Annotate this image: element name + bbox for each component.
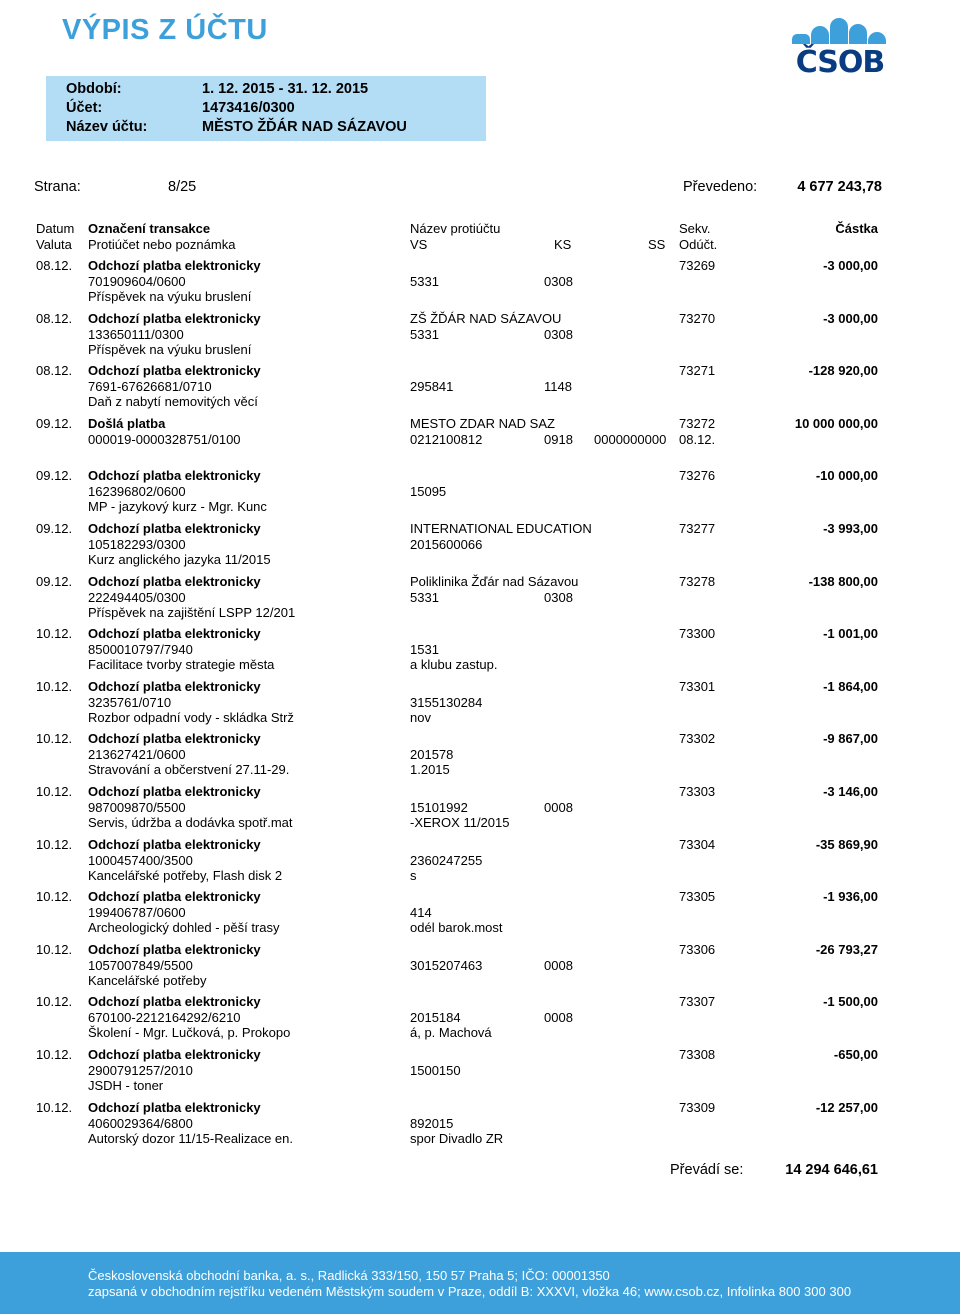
tx-sekv: 73276 — [679, 468, 716, 484]
account-value: 1473416/0300 — [202, 100, 295, 116]
tx-sekv: 73306 — [679, 941, 716, 957]
tx-sekv: 73307 — [679, 994, 716, 1010]
transaction-row — [0, 574, 960, 626]
tx-amount: -1 864,00 — [823, 678, 878, 694]
tx-type: Odchozí platba elektronicky — [88, 678, 261, 694]
tx-ss: 0000000000 — [594, 431, 667, 447]
col-valuta: Valuta — [36, 237, 72, 252]
tx-date: 10.12. — [36, 626, 73, 642]
footer — [0, 1252, 960, 1314]
tx-vs: 1531 — [410, 642, 439, 658]
tx-note: Příspěvek na zajištění LSPP 12/201 — [88, 604, 296, 620]
tx-date: 10.12. — [36, 889, 73, 905]
tx-amount: -9 867,00 — [823, 731, 878, 747]
tx-sekv: 73303 — [679, 784, 716, 799]
tx-vs: 3155130284 — [410, 694, 483, 710]
tx-ks: 0008 — [544, 1010, 573, 1026]
tx-type: Odchozí platba elektronicky — [88, 994, 261, 1010]
tx-note: JSDH - toner — [88, 1078, 164, 1093]
tx-type: Odchozí platba elektronicky — [88, 573, 261, 589]
tx-counterparty-name-cont: -XEROX 11/2015 — [410, 815, 510, 830]
col-nazev: Název protiúčtu — [410, 221, 501, 236]
tx-vs: 201578 — [410, 747, 454, 763]
tx-amount: -1 500,00 — [823, 994, 878, 1010]
tx-note: Rozbor odpadní vody - skládka Strž — [88, 709, 294, 725]
tx-vs: 2015184 — [410, 1010, 461, 1026]
transaction-row — [0, 311, 960, 363]
tx-vs: 15101992 — [410, 800, 468, 815]
tx-type: Odchozí platba elektronicky — [88, 1047, 261, 1062]
tx-date: 10.12. — [36, 836, 73, 852]
tx-account: 213627421/0600 — [88, 747, 186, 763]
transaction-row — [0, 837, 960, 889]
tx-type: Došlá platba — [88, 415, 166, 431]
tx-note: Daň z nabytí nemovitých věcí — [88, 394, 258, 410]
tx-vs: 3015207463 — [410, 957, 483, 973]
tx-sekv: 73300 — [679, 626, 716, 642]
tx-note: Kancelářské potřeby — [88, 972, 207, 988]
tx-vs: 5331 — [410, 326, 439, 342]
tx-counterparty-name-cont: á, p. Machová — [410, 1025, 492, 1041]
tx-sekv: 73269 — [679, 258, 716, 273]
tx-vs: 15095 — [410, 484, 447, 500]
transaction-row — [0, 942, 960, 994]
transaction-row — [0, 679, 960, 731]
page-number: 8/25 — [168, 179, 197, 195]
col-castka: Částka — [835, 221, 878, 236]
tx-account: 133650111/0300 — [88, 326, 184, 342]
carried-over-label: Převedeno: — [683, 179, 758, 195]
tx-amount: -3 146,00 — [823, 784, 878, 799]
tx-sekv: 73301 — [679, 678, 716, 694]
tx-amount: -3 993,00 — [823, 521, 878, 536]
tx-note: Kurz anglického jazyka 11/2015 — [88, 552, 271, 567]
tx-account: 199406787/0600 — [88, 905, 186, 921]
logo-text: ČSOB — [795, 45, 885, 80]
account-info-box — [46, 76, 486, 141]
tx-date: 10.12. — [36, 994, 73, 1010]
col-oznaceni: Označení transakce — [88, 221, 211, 236]
tx-type: Odchozí platba elektronicky — [88, 784, 261, 799]
tx-counterparty-name: INTERNATIONAL EDUCATION — [410, 521, 592, 536]
tx-date: 10.12. — [36, 731, 73, 747]
tx-date: 08.12. — [36, 363, 73, 379]
tx-ks: 0308 — [544, 326, 573, 342]
tx-account: 105182293/0300 — [88, 537, 186, 552]
tx-date: 10.12. — [36, 784, 73, 799]
tx-sekv: 73302 — [679, 731, 716, 747]
tx-type: Odchozí platba elektronicky — [88, 310, 261, 326]
tx-sekv: 73278 — [679, 573, 716, 589]
tx-type: Odchozí platba elektronicky — [88, 889, 261, 905]
tx-vs: 1500150 — [410, 1063, 461, 1078]
tx-counterparty-name: MESTO ZDAR NAD SAZ — [410, 415, 555, 431]
tx-amount: -10 000,00 — [815, 468, 878, 484]
transaction-row — [0, 258, 960, 310]
tx-counterparty-name-cont: nov — [410, 709, 431, 725]
tx-sekv: 73272 — [679, 415, 716, 431]
transaction-row — [0, 416, 960, 468]
tx-type: Odchozí platba elektronicky — [88, 258, 261, 273]
tx-note: Servis, údržba a dodávka spotř.mat — [88, 815, 293, 830]
tx-note: Stravování a občerstvení 27.11-29. — [88, 762, 290, 778]
tx-amount: -138 800,00 — [808, 573, 878, 589]
tx-counterparty-name-cont: a klubu zastup. — [410, 657, 498, 673]
tx-note: Facilitace tvorby strategie města — [88, 657, 275, 673]
tx-account: 8500010797/7940 — [88, 642, 193, 658]
statement-title: VÝPIS Z ÚČTU — [62, 14, 268, 46]
tx-note: Archeologický dohled - pěší trasy — [88, 920, 280, 936]
tx-note: Příspěvek na výuku bruslení — [88, 289, 252, 304]
tx-vs: 5331 — [410, 274, 439, 289]
transaction-row — [0, 363, 960, 415]
tx-amount: -3 000,00 — [823, 258, 878, 273]
transaction-row — [0, 994, 960, 1046]
tx-account: 1057007849/5500 — [88, 957, 193, 973]
tx-account: 2900791257/2010 — [88, 1063, 193, 1078]
col-vs: VS — [410, 237, 428, 252]
tx-account: 222494405/0300 — [88, 589, 186, 605]
transaction-row — [0, 889, 960, 941]
tx-sekv: 73308 — [679, 1047, 716, 1062]
tx-sekv: 73270 — [679, 310, 716, 326]
tx-date: 08.12. — [36, 310, 73, 326]
tx-note: MP - jazykový kurz - Mgr. Kunc — [88, 499, 267, 515]
tx-date: 10.12. — [36, 678, 73, 694]
tx-amount: -1 936,00 — [823, 889, 878, 905]
tx-date: 09.12. — [36, 415, 73, 431]
tx-ks: 1148 — [544, 379, 572, 395]
tx-date: 09.12. — [36, 468, 73, 484]
tx-date: 10.12. — [36, 941, 73, 957]
tx-amount: -128 920,00 — [808, 363, 878, 379]
tx-amount: -650,00 — [833, 1047, 878, 1062]
page-label: Strana: — [34, 179, 81, 195]
transaction-row — [0, 468, 960, 520]
logo-wave-icon — [792, 14, 888, 44]
tx-amount: -1 001,00 — [823, 626, 878, 642]
tx-counterparty-name: ZŠ ŽĎÁR NAD SÁZAVOU — [410, 310, 562, 326]
col-datum: Datum — [36, 221, 75, 236]
transaction-row — [0, 784, 960, 836]
account-name-value: MĚSTO ŽĎÁR NAD SÁZAVOU — [202, 119, 407, 135]
tx-account: 000019-0000328751/0100 — [88, 431, 241, 447]
tx-vs: 892015 — [410, 1115, 454, 1131]
tx-date: 10.12. — [36, 1099, 73, 1115]
tx-account: 1000457400/3500 — [88, 852, 193, 868]
tx-vs: 414 — [410, 905, 432, 921]
tx-sekv: 73305 — [679, 889, 716, 905]
account-label: Účet: — [66, 100, 103, 116]
tx-ks: 0918 — [544, 431, 573, 447]
period-value: 1. 12. 2015 - 31. 12. 2015 — [202, 81, 369, 97]
col-sekv: Sekv. — [679, 221, 711, 236]
tx-ks: 0008 — [544, 800, 573, 815]
tx-account: 3235761/0710 — [88, 694, 172, 710]
tx-vs: 0212100812 — [410, 431, 483, 447]
footer-line-2: zapsaná v obchodním rejstříku vedeném Městským soudem v Praze, oddíl B: XXXVI, vložka 46; www.csob.cz, Infolinka 800 300 300 — [88, 1284, 852, 1299]
transaction-row — [0, 731, 960, 783]
tx-counterparty-name-cont: 1.2015 — [410, 762, 450, 778]
col-ks: KS — [554, 237, 572, 252]
tx-oduct: 08.12. — [679, 431, 716, 447]
tx-amount: -35 869,90 — [815, 836, 878, 852]
tx-type: Odchozí platba elektronicky — [88, 1099, 261, 1115]
tx-amount: 10 000 000,00 — [794, 415, 878, 431]
tx-amount: -26 793,27 — [815, 941, 878, 957]
tx-type: Odchozí platba elektronicky — [88, 731, 261, 747]
tx-vs: 295841 — [410, 379, 454, 395]
tx-date: 09.12. — [36, 573, 73, 589]
tx-date: 10.12. — [36, 1047, 73, 1062]
tx-note: Školení - Mgr. Lučková, p. Prokopo — [88, 1025, 291, 1041]
tx-type: Odchozí platba elektronicky — [88, 468, 261, 484]
tx-ks: 0308 — [544, 589, 573, 605]
tx-vs: 2015600066 — [410, 537, 483, 552]
tx-sekv: 73309 — [679, 1099, 716, 1115]
tx-counterparty-name-cont: spor Divadlo ZR — [410, 1130, 504, 1146]
tx-type: Odchozí platba elektronicky — [88, 521, 261, 536]
col-oduct: Odúčt. — [679, 237, 718, 252]
summary-value: 14 294 646,61 — [785, 1162, 878, 1178]
transaction-row — [0, 626, 960, 678]
bank-logo — [792, 14, 888, 78]
tx-note: Kancelářské potřeby, Flash disk 2 — [88, 867, 283, 883]
transaction-row — [0, 521, 960, 573]
period-label: Období: — [66, 81, 122, 97]
tx-counterparty-name-cont: odél barok.most — [410, 920, 503, 936]
tx-type: Odchozí platba elektronicky — [88, 363, 261, 379]
tx-ks: 0308 — [544, 274, 573, 289]
footer-line-1: Československá obchodní banka, a. s., Radlická 333/150, 150 57 Praha 5; IČO: 00001350 — [88, 1268, 610, 1283]
tx-note: Příspěvek na výuku bruslení — [88, 341, 252, 357]
tx-date: 08.12. — [36, 258, 73, 273]
tx-account: 4060029364/6800 — [88, 1115, 193, 1131]
tx-ks: 0008 — [544, 957, 573, 973]
tx-account: 7691-67626681/0710 — [88, 379, 212, 395]
tx-vs: 5331 — [410, 589, 439, 605]
tx-account: 162396802/0600 — [88, 484, 186, 500]
col-protiucet: Protiúčet nebo poznámka — [88, 237, 236, 252]
tx-counterparty-name: Poliklinika Žďár nad Sázavou — [410, 573, 579, 589]
col-ss: SS — [648, 237, 666, 252]
tx-account: 701909604/0600 — [88, 274, 186, 289]
tx-amount: -3 000,00 — [823, 310, 878, 326]
tx-sekv: 73304 — [679, 836, 716, 852]
tx-account: 987009870/5500 — [88, 800, 186, 815]
tx-account: 670100-2212164292/6210 — [88, 1010, 241, 1026]
account-name-label: Název účtu: — [66, 119, 148, 135]
tx-sekv: 73271 — [679, 363, 716, 379]
tx-type: Odchozí platba elektronicky — [88, 836, 261, 852]
tx-counterparty-name-cont: s — [410, 867, 417, 883]
tx-amount: -12 257,00 — [815, 1099, 878, 1115]
tx-date: 09.12. — [36, 521, 73, 536]
tx-sekv: 73277 — [679, 521, 716, 536]
transaction-row — [0, 1047, 960, 1099]
summary-label: Převádí se: — [670, 1162, 744, 1178]
tx-type: Odchozí platba elektronicky — [88, 941, 261, 957]
tx-note: Autorský dozor 11/15-Realizace en. — [88, 1130, 293, 1146]
tx-vs: 2360247255 — [410, 852, 483, 868]
carried-over-value: 4 677 243,78 — [797, 179, 882, 195]
tx-type: Odchozí platba elektronicky — [88, 626, 261, 642]
transaction-row — [0, 1100, 960, 1152]
